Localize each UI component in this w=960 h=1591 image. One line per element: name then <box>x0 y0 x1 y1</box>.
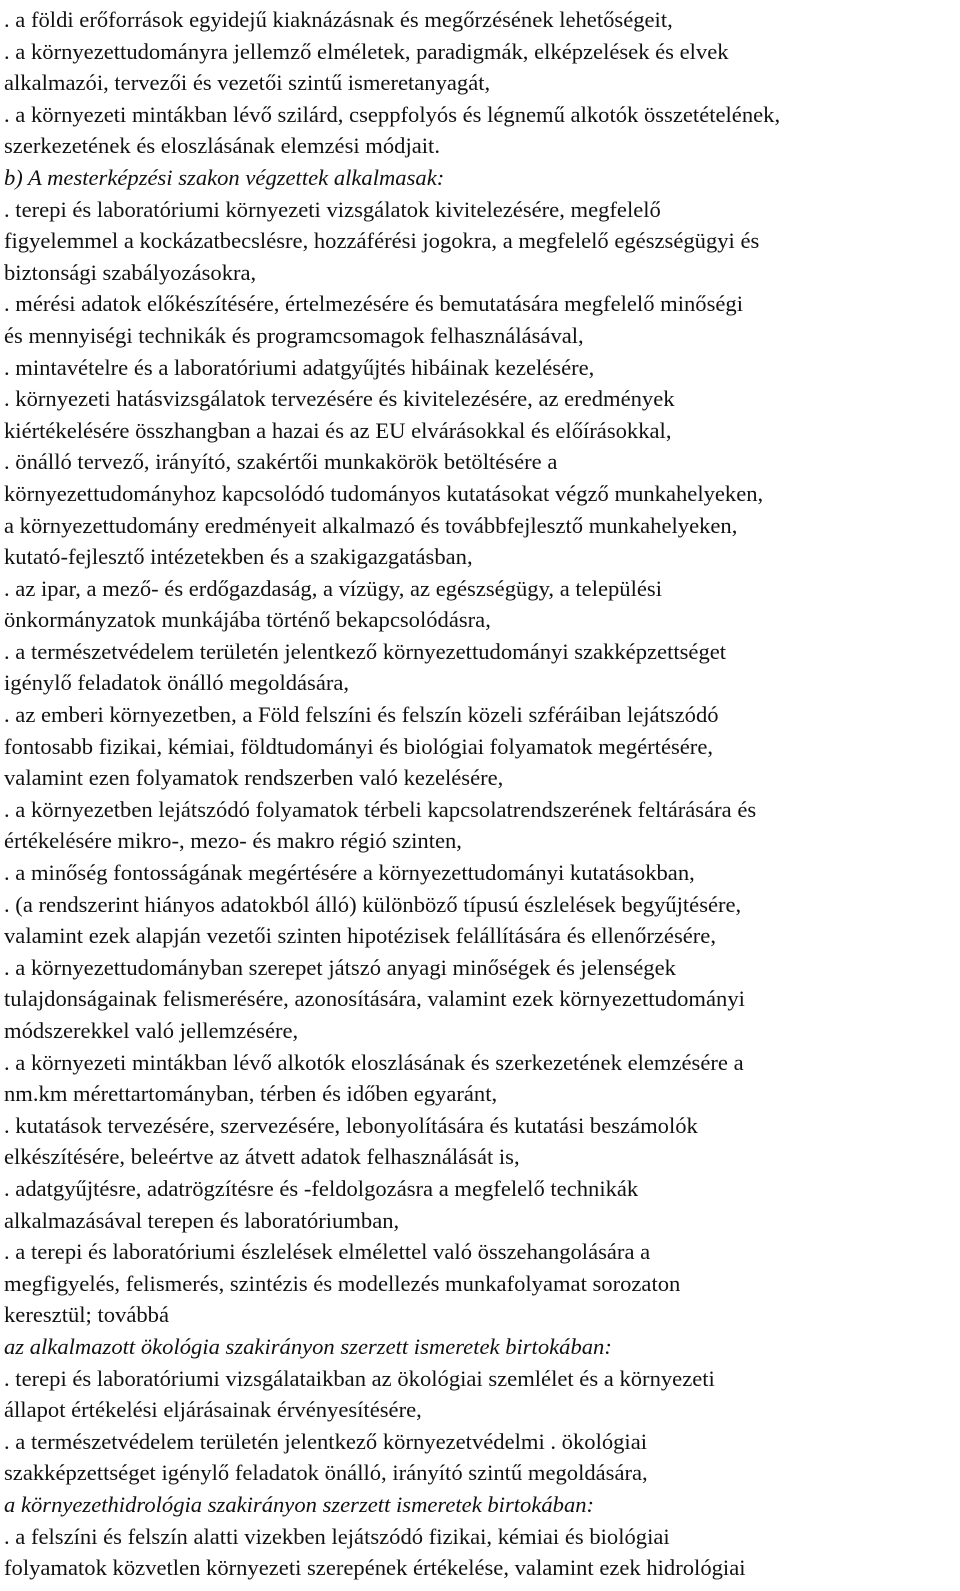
text-line: . a felszíni és felszín alatti vizekben lejátszódó fizikai, kémiai és biológiai <box>4 1523 670 1549</box>
text-line: . környezeti hatásvizsgálatok tervezésére és kivitelezésére, az eredmények <box>4 386 675 412</box>
text-line: . az emberi környezetben, a Föld felszíni és felszín közeli szféráiban lejátszódó <box>4 702 719 728</box>
text-line: . a természetvédelem területén jelentkező környezettudományi szakképzettséget <box>4 638 727 664</box>
text-line: módszerekkel való jellemzésére, <box>4 1018 299 1043</box>
text-line: . az ipar, a mező- és erdőgazdaság, a vízügy, az egészségügy, a települési <box>4 575 662 601</box>
text-line: megfigyelés, felismerés, szintézis és modellezés munkafolyamat sorozaton <box>4 1270 681 1296</box>
text-line: igénylő feladatok önálló megoldására, <box>4 670 350 696</box>
text-line: szerkezetének és eloszlásának elemzési módjait. <box>4 133 440 159</box>
text-line: . a földi erőforrások egyidejű kiaknázásnak és megőrzésének lehetőségeit, <box>4 7 673 32</box>
list-item <box>4 1236 960 1331</box>
text-line: folyamatok közvetlen környezeti szerepének értékelése, valamint ezek hidrológiai <box>4 1555 746 1581</box>
text-line: alkalmazásával terepen és laboratóriumban, <box>4 1207 400 1233</box>
text-line: szakképzettséget igénylő feladatok önálló, irányító szintű megoldására, <box>4 1460 648 1486</box>
text-line: alkalmazói, tervezői és vezetői szintű ismeretanyagát, <box>4 70 491 96</box>
list-item <box>4 288 960 351</box>
list-item <box>4 699 960 794</box>
text-line: . a természetvédelem területén jelentkező környezetvédelmi . ökológiai <box>4 1428 648 1454</box>
text-line: . a környezettudományra jellemző elméletek, paradigmák, elképzelések és elvek <box>4 38 729 64</box>
text-line: . a környezeti mintákban lévő szilárd, cseppfolyós és légnemű alkotók összetételének, <box>4 101 781 127</box>
text-line: kiértékelésére összhangban a hazai és az EU elvárásokkal és előírásokkal, <box>4 417 672 443</box>
text-line: önkormányzatok munkájába történő bekapcsolódásra, <box>4 607 491 633</box>
list-item <box>4 636 960 699</box>
text-line: környezettudományhoz kapcsolódó tudományos kutatásokat végző munkahelyeken, <box>4 480 764 506</box>
list-item <box>4 383 960 446</box>
text-line: . a terepi és laboratóriumi észlelések elmélettel való összehangolására a <box>4 1239 651 1265</box>
list-item <box>4 573 960 636</box>
list-item <box>4 99 960 162</box>
text-line: . terepi és laboratóriumi környezeti vizsgálatok kivitelezésére, megfelelő <box>4 196 661 222</box>
list-item <box>4 446 960 572</box>
text-line: valamint ezen folyamatok rendszerben való kezelésére, <box>4 765 504 791</box>
list-item <box>4 952 960 1047</box>
text-line: . a környezettudományban szerepet játszó anyagi minőségek és jelenségek <box>4 954 676 980</box>
list-item <box>4 36 960 99</box>
list-item <box>4 1110 960 1173</box>
list-item <box>4 1047 960 1110</box>
text-line: . mintavételre és a laboratóriumi adatgyűjtés hibáinak kezelésére, <box>4 354 595 380</box>
text-line: . adatgyűjtésre, adatrögzítésre és -feldolgozásra a megfelelő technikák <box>4 1175 639 1201</box>
section-heading <box>4 1331 960 1363</box>
list-item <box>4 1521 960 1584</box>
text-line: . a környezetben lejátszódó folyamatok térbeli kapcsolatrendszerének feltárására és <box>4 796 757 822</box>
list-item <box>4 794 960 857</box>
list-item <box>4 4 960 36</box>
section-heading <box>4 1489 960 1521</box>
text-line: valamint ezek alapján vezetői szinten hipotézisek felállítására és ellenőrzésére, <box>4 923 716 949</box>
text-line: az alkalmazott ökológia szakirányon szerzett ismeretek birtokában: <box>4 1333 612 1359</box>
list-item <box>4 1173 960 1236</box>
text-line: állapot értékelési eljárásainak érvényesítésére, <box>4 1397 422 1423</box>
text-line: értékelésére mikro-, mezo- és makro régió szinten, <box>4 828 462 854</box>
text-line: . (a rendszerint hiányos adatokból álló) különböző típusú észlelések begyűjtésére, <box>4 891 742 917</box>
list-item <box>4 857 960 889</box>
text-line: kutató-fejlesztő intézetekben és a szakigazgatásban, <box>4 544 473 570</box>
text-line: figyelemmel a kockázatbecslésre, hozzáférési jogokra, a megfelelő egészségügyi és <box>4 228 760 254</box>
text-line: . mérési adatok előkészítésére, értelmezésére és bemutatására megfelelő minőségi <box>4 291 743 317</box>
text-line: . önálló tervező, irányító, szakértői munkakörök betöltésére a <box>4 449 558 475</box>
text-line: biztonsági szabályozásokra, <box>4 259 257 285</box>
text-line: és mennyiségi technikák és programcsomagok felhasználásával, <box>4 322 584 348</box>
text-line: . terepi és laboratóriumi vizsgálataikban az ökológiai szemlélet és a környezeti <box>4 1365 715 1391</box>
text-line: keresztül; továbbá <box>4 1302 169 1328</box>
text-line: b) A mesterképzési szakon végzettek alkalmasak: <box>4 164 445 190</box>
text-line: a környezethidrológia szakirányon szerzett ismeretek birtokában: <box>4 1491 595 1517</box>
list-item <box>4 352 960 384</box>
text-line: a környezettudomány eredményeit alkalmazó és továbbfejlesztő munkahelyeken, <box>4 512 738 538</box>
text-line: . a minőség fontosságának megértésére a környezettudományi kutatásokban, <box>4 860 695 886</box>
list-item <box>4 194 960 289</box>
text-line: nm.km mérettartományban, térben és időben egyaránt, <box>4 1081 498 1107</box>
text-line: fontosabb fizikai, kémiai, földtudományi és biológiai folyamatok megértésére, <box>4 733 713 759</box>
text-line: elkészítésére, beleértve az átvett adatok felhasználását is, <box>4 1144 520 1170</box>
section-heading <box>4 162 960 194</box>
list-item <box>4 1363 960 1426</box>
text-line: . a környezeti mintákban lévő alkotók eloszlásának és szerkezetének elemzésére a <box>4 1049 744 1075</box>
list-item <box>4 889 960 952</box>
text-line: tulajdonságainak felismerésére, azonosítására, valamint ezek környezettudományi <box>4 986 745 1012</box>
text-line: . kutatások tervezésére, szervezésére, lebonyolítására és kutatási beszámolók <box>4 1112 698 1138</box>
list-item <box>4 1426 960 1489</box>
